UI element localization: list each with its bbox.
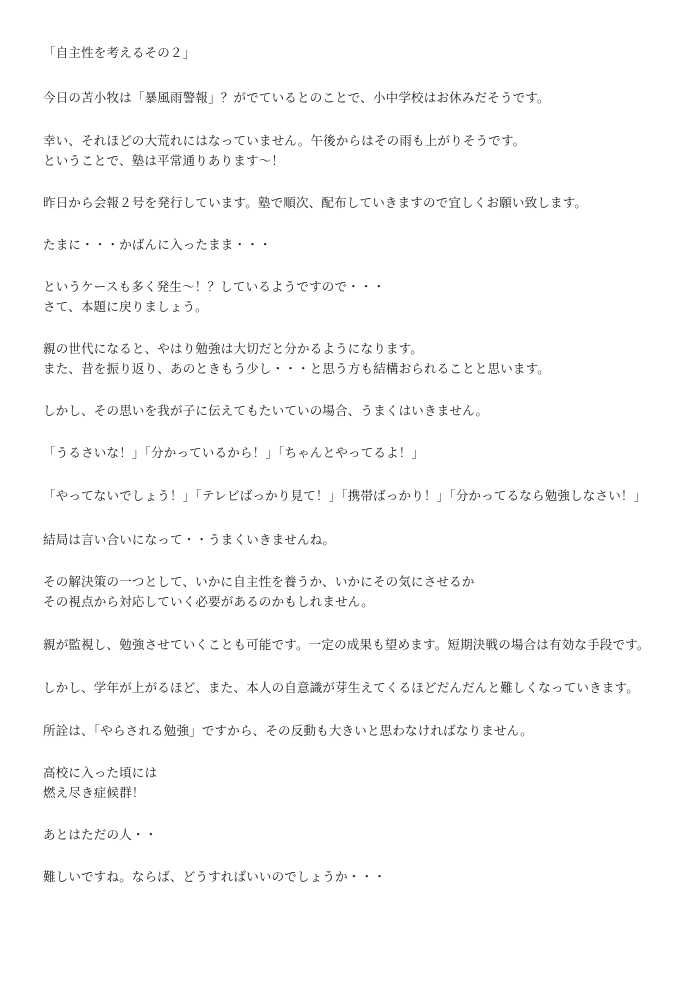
paragraph-line: しかし、学年が上がるほど、また、本人の自意識が芽生えてくるほどだんだんと難しくなっていきます。	[43, 680, 639, 695]
paragraph-line: また、昔を振り返り、あのときもう少し・・・と思う方も結構おられることと思います。	[43, 361, 551, 376]
paragraph-line: たまに・・・かばんに入ったまま・・・	[43, 237, 272, 252]
dialogue-line: 「うるさいな！」「分かっているから！」「ちゃんとやってるよ！」	[43, 445, 425, 460]
paragraph-line: 燃え尽き症候群！	[43, 785, 145, 800]
paragraph-line: 今日の苫小牧は「暴風雨警報」？がでているとのことで、小中学校はお休みだそうです。	[43, 90, 550, 105]
paragraph-line: 難しいですね。ならば、どうすればいいのでしょうか・・・	[43, 869, 386, 884]
paragraph-line: さて、本題に戻りましょう。	[43, 299, 208, 314]
paragraph-line: しかし、その思いを我が子に伝えてもたいていの場合、うまくはいきません。	[43, 403, 489, 418]
paragraph-line: その解決策の一つとして、いかに自主性を養うか、いかにその気にさせるか	[43, 574, 475, 589]
paragraph-line: 親の世代になると、やはり勉強は大切だと分かるようになります。	[43, 341, 424, 356]
paragraph-line: あとはただの人・・	[43, 827, 158, 842]
paragraph-line: 幸い、それほどの大荒れにはなっていません。午後からはその雨も上がりそうです。	[43, 133, 526, 148]
paragraph-line: 所詮は、「やらされる勉強」ですから、その反動も大きいと思わなければなりません。	[43, 723, 533, 738]
paragraph-line: 高校に入った頃には	[43, 765, 158, 780]
dialogue-line: 「やってないでしょう！」「テレビばっかり見て！」「携帯ばっかり！」「分かってるなら勉強しなさい！」	[43, 488, 647, 503]
paragraph-line: 親が監視し、勉強させていくことも可能です。一定の成果も望めます。短期決戦の場合は有効な手段です。	[43, 637, 650, 652]
document-title: 「自主性を考えるその２」	[43, 45, 196, 60]
paragraph-line: 結局は言い合いになって・・うまくいきませんね。	[43, 532, 336, 547]
paragraph-line: というケースも多く発生～！？しているようですので・・・	[43, 279, 386, 294]
paragraph-line: ということで、塾は平常通りあります～！	[43, 153, 285, 168]
paragraph-line: 昨日から会報２号を発行しています。塾で順次、配布していきますので宜しくお願い致します。	[43, 195, 588, 210]
paragraph-line: その視点から対応していく必要があるのかもしれません。	[43, 594, 374, 609]
